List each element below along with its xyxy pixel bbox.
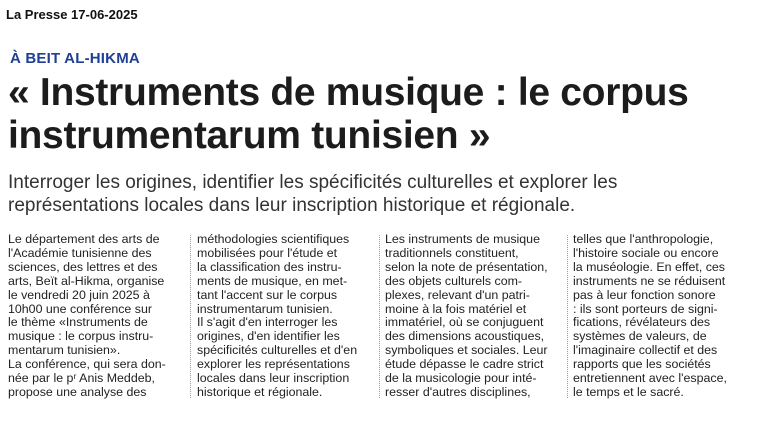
body-line: origines, d'en identifier les <box>197 329 340 344</box>
subheading-line: représentations locales dans leur inscription historique et régionale. <box>8 195 576 216</box>
body-line: rapports que les sociétés <box>573 357 711 372</box>
body-line: telles que l'anthropologie, <box>573 233 714 246</box>
body-line: étude dépasse le cadre strict <box>385 357 544 372</box>
body-line: Les instruments de musique <box>385 233 540 246</box>
body-line: de la musicologie pour inté- <box>385 371 537 386</box>
body-line: plexes, relevant d'un patri- <box>385 287 530 302</box>
body-line: sciences, des lettres et des <box>8 259 158 274</box>
newspaper-source-date: La Presse 17-06-2025 <box>6 7 138 22</box>
body-line: musique : le corpus instru- <box>8 329 154 344</box>
body-column-1 <box>8 233 186 400</box>
section-rubric: À BEIT AL-HIKMA <box>10 50 140 67</box>
body-line: spécificités culturelles et d'en <box>197 343 358 358</box>
body-line: instruments ne se réduisent <box>573 273 726 288</box>
body-column-3 <box>385 233 563 400</box>
body-line: née par le pʳ Anis Meddeb, <box>8 371 155 386</box>
body-line: ments de musique, en met- <box>197 273 348 288</box>
body-line: symboliques et sociales. Leur <box>385 343 548 358</box>
body-line: l'histoire sociale ou encore <box>573 245 719 260</box>
body-line: tant l'accent sur le corpus <box>197 287 338 302</box>
body-line: la muséologie. En effet, ces <box>573 259 725 274</box>
body-line: des objets culturels com- <box>385 273 523 288</box>
headline-line: instrumentarum tunisien » <box>8 114 491 157</box>
body-line: méthodologies scientifiques <box>197 233 350 246</box>
body-line: l'imaginaire collectif et des <box>573 343 718 358</box>
body-line: 10h00 une conférence sur <box>8 301 152 316</box>
body-line: le temps et le sacré. <box>573 384 684 399</box>
body-line: traditionnels constituent, <box>385 245 519 260</box>
body-column-2 <box>197 233 375 400</box>
body-line: moine à la fois matériel et <box>385 301 527 316</box>
body-line: locales dans leur inscription <box>197 371 350 386</box>
column-divider <box>190 235 191 398</box>
body-line: propose une analyse des <box>8 384 147 399</box>
body-line: fications, révélateurs des <box>573 315 711 330</box>
column-divider <box>379 235 380 398</box>
body-line: instrumentarum tunisien. <box>197 301 333 316</box>
body-line: Il s'agit d'en interroger les <box>197 315 338 330</box>
body-line: immatériel, où se conjuguent <box>385 315 544 330</box>
headline-line: « Instruments de musique : le corpus <box>8 71 689 114</box>
article-headline <box>8 71 689 157</box>
body-line: mentarum tunisien». <box>8 343 121 358</box>
body-line: le thème «Instruments de <box>8 315 148 330</box>
body-line: historique et régionale. <box>197 384 323 399</box>
body-line: la classification des instru- <box>197 259 342 274</box>
body-line: des dimensions acoustiques, <box>385 329 545 344</box>
article-subheading <box>8 171 617 217</box>
body-line: entretiennent avec l'espace, <box>573 371 727 386</box>
body-line: le vendredi 20 juin 2025 à <box>8 287 150 302</box>
subheading-line: Interroger les origines, identifier les spécificités culturelles et explorer les <box>8 172 618 193</box>
body-line: : ils sont porteurs de signi- <box>573 301 718 316</box>
body-line: selon la note de présentation, <box>385 259 548 274</box>
article-body <box>0 233 769 428</box>
body-line: mobilisées pour l'étude et <box>197 245 338 260</box>
body-column-4 <box>573 233 751 400</box>
body-line: La conférence, qui sera don- <box>8 357 166 372</box>
body-line: arts, Beït al-Hikma, organise <box>8 273 165 288</box>
body-line: l'Académie tunisienne des <box>8 245 152 260</box>
body-line: explorer les représentations <box>197 357 350 372</box>
body-line: resser d'autres disciplines, <box>385 384 531 399</box>
column-divider <box>567 235 568 398</box>
body-line: pas à leur fonction sonore <box>573 287 716 302</box>
body-line: systèmes de valeurs, de <box>573 329 707 344</box>
body-line: Le département des arts de <box>8 233 160 246</box>
